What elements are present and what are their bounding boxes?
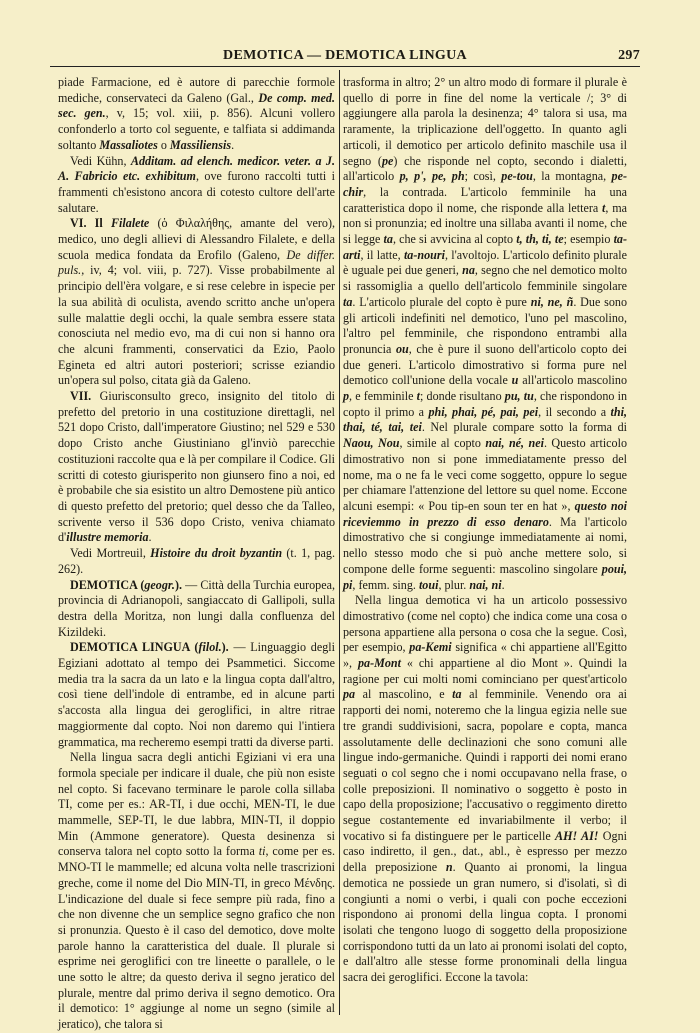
emphasis-run: poui, pi (343, 561, 627, 592)
text-run: , ma non si pronunzia; ed inoltre una sillaba avanti il nome, che si legge (343, 200, 627, 247)
text-run: . Due sono gli articoli indefiniti nel demotico, l'uno pel mascolino, l'altro pel femminile, che rispondono entrambi alla pronuncia (343, 294, 627, 356)
text-run: , come per es. MNO-TI le mammelle; ed alcuna volta nelle trascrizioni greche, come il nome del Dio MIN-TI, in greco Μένδης. L'indicazione del duale si fece sempre più rada, fino a che non divenne che un semplice segno grafico che non si pronunzia. Questo è il caso del demotico, dove molte parole hanno la caratteristica del duale. Il plurale si esprime nei geroglifici con tre lineette o parallele, o le une sotto le altre; da questo deriva il segno jeratico del plurale, mentre dal primo deriva il segno demotico. Ora il demotico: 1° aggiunge al nome un segno (simile al jeratico), che talora si (58, 844, 335, 1032)
text-run: , il secondo a (538, 404, 611, 419)
emphasis-run: ti (258, 844, 266, 859)
paragraph (58, 154, 335, 217)
text-run: ; esempio (563, 232, 614, 247)
emphasis-run: pa-Kemi (409, 640, 452, 655)
emphasis-run: p, p', pe, ph (399, 169, 465, 184)
header-title: DEMOTICA — DEMOTICA LINGUA (223, 48, 467, 63)
emphasis-run: ta-arti (343, 232, 627, 262)
text-run: Nella lingua sacra degli antichi Egiziani vi era una formola speciale per indicare il duale, che più non esiste nel copto. Si facevano terminare le parole colla sillaba TI, come per es.: AR-TI, i due occhi, MEN-TI, le due mammelle, SEP-TI, le due labbra, MIN-TI, il doppio Min (Ammone generatore). Questa desinenza si conserva talora nel copto sotto la forma (58, 750, 335, 859)
text-run: ) che risponde nel copto, secondo i dialetti, all'articolo (343, 153, 628, 184)
column-divider (339, 70, 340, 1015)
emphasis-run: t, th, ti, te (516, 232, 564, 247)
emphasis-run: De differ. puls. (58, 247, 335, 278)
emphasis-run: Filalete (110, 216, 150, 231)
paragraph (58, 216, 335, 389)
emphasis-run: pe-chir (343, 169, 627, 199)
emphasis-run: De comp. med. sec. gen. (58, 90, 335, 121)
text-run: , che è pure il suono dell'articolo copto dei due generi. L'articolo dimostrativo si forma pure nel demotico coll'unione della vocale (343, 341, 627, 388)
emphasis-run: ta (343, 294, 353, 309)
text-run: . (231, 137, 235, 152)
text-run: , v, 15; vol. xiii, p. 856). Alcuni vollero confonderlo a torto col seguente, e talfiata si addimanda soltanto (58, 106, 335, 152)
page-number: 297 (618, 48, 640, 63)
text-run: piade Farmacione, ed è autore di parecchie formole mediche, conservateci da Galeno (Gal., (58, 75, 335, 105)
emphasis-run: ta (452, 687, 462, 702)
emphasis-run: Histoire du droit byzantin (150, 546, 283, 561)
emphasis-run: geogr. (144, 577, 175, 592)
text-run: . Questo articolo dimostrativo non si pone immediatamente presso del nome, ma o ne fa le veci come soggetto, oppure lo segue per chiamare l'attenzione del lettore su quel nome. Eccone alcuni esempi: « Pou tip-en soun ter en hat », (343, 436, 627, 513)
emphasis-run: filol. (198, 640, 222, 655)
emphasis-run: ou (396, 341, 409, 356)
emphasis-run: na (462, 263, 475, 278)
text-run: Ogni caso indiretto, il gen., dat., abl., è espresso per mezzo della preposizione (343, 828, 627, 875)
text-run: al femminile. Venendo ora ai rapporti dei nomi, noteremo che la lingua egizia nelle sue tre grandi suddivisioni, sacra, popolare e copta, manca assolutamente delle declinazioni che sono comuni alle lingue indo-germaniche. Quindi i rapporti dei nomi erano seguati o col segno che i nomi occupavano nella frase, o colle preposizioni. Il nominativo o soggetto è posto in capo della proposizione; l'accusativo o reggimento diretto segue costantemente ed invariabilmente il verbo; il vocativo si fa distinguere per le particelle (343, 687, 627, 843)
text-run: , la contrada. L'articolo femminile ha una caratteristica dopo il nome, che risponde alla lettera (343, 184, 627, 215)
text-run: Vedi Mortreuil, (70, 546, 151, 561)
right-column (343, 75, 627, 1015)
running-header (50, 44, 640, 67)
emphasis-run: Additam. ad elench. medicor. veter. a J. A. Fabricio etc. exhibitum (58, 153, 335, 184)
text-run: , ove furono raccolti tutti i frammenti ch'esistono ancora di cotesto cultore dell'arte salutare. (58, 169, 336, 215)
text-run: . Nel plurale compare sotto la forma di (421, 420, 628, 435)
emphasis-run: AH! AI! (555, 828, 599, 843)
emphasis-run: pu, tu (504, 389, 534, 404)
emphasis-run: t (602, 200, 606, 215)
text-run: , segno che nel demotico molto si rassomiglia a quello dell'articolo femminile singolare (343, 263, 627, 294)
text-run: — Città della Turchia europea, provincia di Adrianopoli, sangiaccato di Gallipoli, sulla destra della Moritza, non lungi dalla confluenza del Kizildeki. (58, 577, 335, 639)
text-run: o (157, 137, 170, 152)
emphasis-run: ni, ne, ñ (530, 294, 574, 309)
text-run: , la montagna, (532, 169, 612, 184)
emphasis-run: ( (189, 640, 199, 655)
left-column (58, 75, 336, 1032)
text-run: ; così, (464, 169, 502, 184)
text-run: , plur. (438, 577, 470, 592)
emphasis-run: pe (381, 153, 394, 168)
text-run: al mascolino, e (355, 687, 453, 702)
text-run: (ὁ Φιλαλήθης, amante del vero), medico, uno degli allievi di Alessandro Filalete, e della scuola medica fondata da Erofilo (Galeno, (58, 216, 336, 262)
emphasis-run: ta-nouri (403, 247, 445, 262)
text-run: , e femminile (349, 389, 417, 404)
paragraph (58, 546, 335, 577)
emphasis-run: VI. Il (70, 216, 111, 231)
paragraph (343, 593, 627, 986)
emphasis-run: Naou, Nou (343, 436, 400, 451)
emphasis-run: pa-Mont (357, 656, 401, 671)
text-run: , simile al copto (399, 436, 486, 451)
emphasis-run: DEMOTICA LINGUA (70, 640, 190, 655)
emphasis-run: nai, né, nei (485, 436, 544, 451)
emphasis-run: questo noi riceviemmo in prezzo di esso denaro (343, 498, 627, 529)
text-run: . (501, 577, 505, 592)
text-run: , che si avvicina al copto (392, 232, 517, 247)
text-run: , che rispondono in copto il primo a (343, 389, 627, 419)
emphasis-run: DEMOTICA (70, 577, 138, 592)
text-run: trasforma in altro; 2° un altro modo di formare il plurale è quello di porre in fine del nome la verticale /; 3° di aggiungere alla parola la desinenza; 4° talora si usa, ma raramente, la triplicazione dell'oggetto. In quanto agli articoli, il demotico per articolo definito maschile usa il segno ( (343, 75, 627, 168)
text-run: . L'articolo plurale del copto è pure (352, 294, 531, 309)
text-run: (t. 1, pag. 262). (58, 546, 335, 576)
emphasis-run: u (511, 373, 519, 388)
text-run: significa « chi appartiene all'Egitto », (343, 640, 627, 671)
paragraph (58, 578, 335, 641)
text-run: , iv, 4; vol. viii, p. 727). Visse probabilmente al principio dell'èra volgare, e si rese celebre in ispecie per la sua abilità di oculista, avendo scritto anche un'opera sulle malattie degli occhi, la quale sembra essere stata conosciuta nel medio evo, ma di cui non si hanno ora che alcuni frammenti, conservatici da Ezio, Paolo Egineta ed altri autori posteriori; scrisse eziandio un'opera sul polso, citata già da Galeno. (58, 263, 335, 388)
text-run: , femm. sing. (352, 577, 419, 592)
text-run: . Ma l'articolo dimostrativo che si congiunge immediatamente ai nomi, nello stesso modo che si può anche mettere solo, si compone delle forme seguenti: mascolino singolare (343, 514, 628, 576)
text-run: , l'avoltojo. L'articolo definito plurale è uguale pei due generi, (343, 247, 628, 278)
text-run: Vedi Kühn, (70, 153, 131, 168)
emphasis-run: pe-tou (501, 169, 533, 184)
emphasis-run: Massiliensis (169, 137, 232, 152)
emphasis-run: toui (418, 577, 439, 592)
paragraph (343, 75, 627, 593)
text-run: , il latte, (360, 247, 404, 262)
emphasis-run: p (343, 389, 350, 404)
emphasis-run: VII. (70, 389, 92, 404)
emphasis-run: Massaliotes (99, 137, 158, 152)
emphasis-run: ta (383, 232, 393, 247)
text-run: — Linguaggio degli Egiziani adottato al tempo dei Psammetici. Siccome media tra la sacra da un lato e la lingua copta dall'altro, così tiene dell'indole di entrambe, ed in alcune parti s'accosta alla lingua dei geroglifici, in altre ritrae maggiormente dal copto. Noi non daremo qui l'intiera grammatica, ma recheremo esempi tratti da diverse parti. (58, 640, 335, 749)
paragraph (58, 640, 335, 750)
emphasis-run: pa (343, 687, 356, 702)
text-run: . Quanto ai pronomi, la lingua demotica ne possiede un gran numero, si d'isolati, sì di congiunti a nomi o verbi, i quali con poche eccezioni rispondono ai pronomi della lingua copta. I pronomi isolati che tengono luogo di soggetto della proposizione corrispondono tutti da un lato ai pronomi isolati del copto, e dall'altro alle stesse forme pronominali della lingua sacra dei geroglifici. Eccone la tavola: (343, 860, 628, 985)
emphasis-run: n (445, 860, 453, 875)
emphasis-run: thi, thai, té, tai, tei (343, 404, 627, 435)
paragraph (58, 750, 335, 1033)
emphasis-run: ( (137, 577, 145, 592)
emphasis-run: t (416, 389, 421, 404)
text-run: . (148, 530, 152, 545)
text-run: « chi appartiene al dio Mont ». Quindi la ragione per cui molti nomi cominciano per quest'articolo (343, 656, 627, 686)
text-run: Nella lingua demotica vi ha un articolo possessivo dimostrativo (come nel copto) che indica come una cosa o persona appartiene alla persona o cosa che la segue. Così, per esempio, (343, 593, 627, 655)
emphasis-run: ). (174, 577, 182, 592)
text-run: all'articolo mascolino (518, 373, 628, 388)
text-run: ; donde risultano (420, 389, 505, 404)
emphasis-run: nai, ni (469, 577, 502, 592)
emphasis-run: ). (221, 640, 229, 655)
emphasis-run: phi, phai, pé, pai, pei (428, 404, 539, 419)
emphasis-run: illustre memoria (66, 530, 149, 545)
paragraph (58, 389, 335, 546)
text-run: Giurisconsulto greco, insignito del titolo di prefetto del pretorio in una costituzione direttagli, nel 521 dopo Cristo, dall'imperatore Giustino; nel 529 e 530 dopo Cristo anche Giustiniano gl'inviò parecchie costituzioni raccolte qua e là per compilare il Codice. Gli scritti di cotesto giurisperito non giunsero fino a noi, ed è probabile che sia esistito un altro Demostene più antico di questo prefetto del pretorio; quel desso che da Talleo, scriventе verso il 536 dopo Cristo, veniva chiamato d' (58, 389, 335, 545)
paragraph (58, 75, 335, 154)
